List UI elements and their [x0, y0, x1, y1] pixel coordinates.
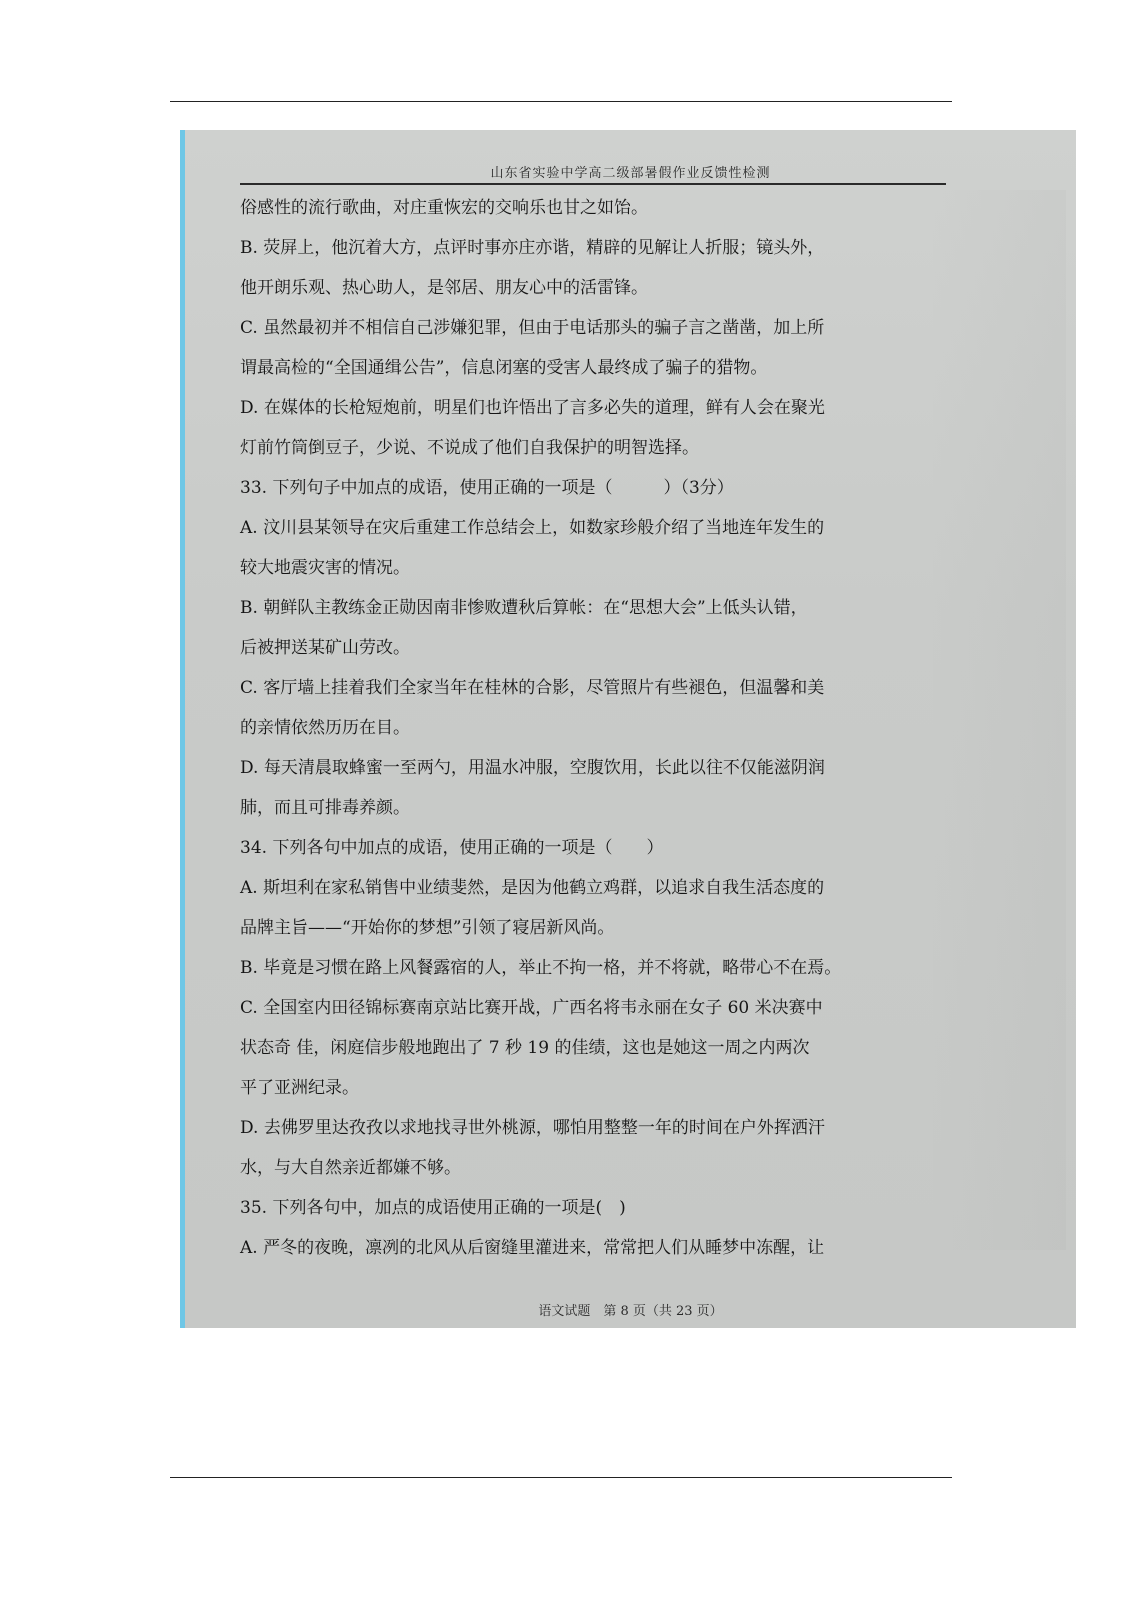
text-line: D. 在媒体的长枪短炮前，明星们也许悟出了言多必失的道理，鲜有人会在聚光 — [240, 398, 825, 418]
text-line: 肺，而且可排毒养颜。 — [240, 798, 410, 818]
text-line: A. 汶川县某领导在灾后重建工作总结会上，如数家珍般介绍了当地连年发生的 — [240, 518, 825, 538]
page-header-title: 山东省实验中学高二级部暑假作业反馈性检测 — [490, 166, 771, 181]
text-line: 他开朗乐观、热心助人，是邻居、朋友心中的活雷锋。 — [240, 278, 648, 298]
text-line: D. 每天清晨取蜂蜜一至两勺，用温水冲服，空腹饮用，长此以往不仅能滋阴润 — [240, 758, 825, 778]
text-line: D. 去佛罗里达孜孜以求地找寻世外桃源，哪怕用整整一年的时间在户外挥洒汗 — [240, 1118, 825, 1138]
text-line: C. 虽然最初并不相信自己涉嫌犯罪，但由于电话那头的骗子言之凿凿，加上所 — [240, 318, 825, 338]
scanned-page-photo — [180, 130, 1076, 1328]
page-footer: 语文试题 第 8 页（共 23 页） — [538, 1304, 723, 1319]
top-rule — [170, 101, 952, 102]
question-text-block — [240, 188, 960, 1268]
text-line: 谓最高检的“全国通缉公告”，信息闭塞的受害人最终成了骗子的猎物。 — [240, 358, 768, 378]
text-line: 灯前竹筒倒豆子，少说、不说成了他们自我保护的明智选择。 — [240, 438, 699, 458]
text-line: 较大地震灾害的情况。 — [240, 558, 410, 578]
text-line: A. 斯坦利在家私销售中业绩斐然，是因为他鹤立鸡群，以追求自我生活态度的 — [240, 878, 825, 898]
bottom-rule — [170, 1477, 952, 1478]
text-line: A. 严冬的夜晚，凛冽的北风从后窗缝里灌进来，常常把人们从睡梦中冻醒，让 — [240, 1238, 825, 1258]
text-line: 平了亚洲纪录。 — [240, 1078, 359, 1098]
text-line: B. 朝鲜队主教练金正勋因南非惨败遭秋后算帐：在“思想大会”上低头认错， — [240, 598, 808, 618]
question-34-stem: 34. 下列各句中加点的成语，使用正确的一项是（ ） — [240, 838, 664, 858]
text-line: B. 毕竟是习惯在路上风餐露宿的人，举止不拘一格，并不将就，略带心不在焉。 — [240, 958, 842, 978]
text-line: 水，与大自然亲近都嫌不够。 — [240, 1158, 461, 1178]
text-line: 的亲情依然历历在目。 — [240, 718, 410, 738]
text-line: 品牌主旨——“开始你的梦想”引领了寝居新风尚。 — [240, 918, 615, 938]
text-line: C. 全国室内田径锦标赛南京站比赛开战，广西名将韦永丽在女子 60 米决赛中 — [240, 998, 823, 1018]
header-divider — [240, 183, 946, 185]
text-line: C. 客厅墙上挂着我们全家当年在桂林的合影，尽管照片有些褪色，但温馨和美 — [240, 678, 825, 698]
text-line: B. 荧屏上，他沉着大方，点评时事亦庄亦谐，精辟的见解让人折服；镜头外， — [240, 238, 825, 258]
text-line: 状态奇 佳，闲庭信步般地跑出了 7 秒 19 的佳绩，这也是她这一周之内两次 — [240, 1038, 810, 1058]
text-line: 后被押送某矿山劳改。 — [240, 638, 410, 658]
question-35-stem: 35. 下列各句中，加点的成语使用正确的一项是( ) — [240, 1198, 626, 1218]
text-line: 俗感性的流行歌曲，对庄重恢宏的交响乐也甘之如饴。 — [240, 198, 648, 218]
question-33-stem: 33. 下列句子中加点的成语，使用正确的一项是（ ）（3分） — [240, 478, 734, 498]
